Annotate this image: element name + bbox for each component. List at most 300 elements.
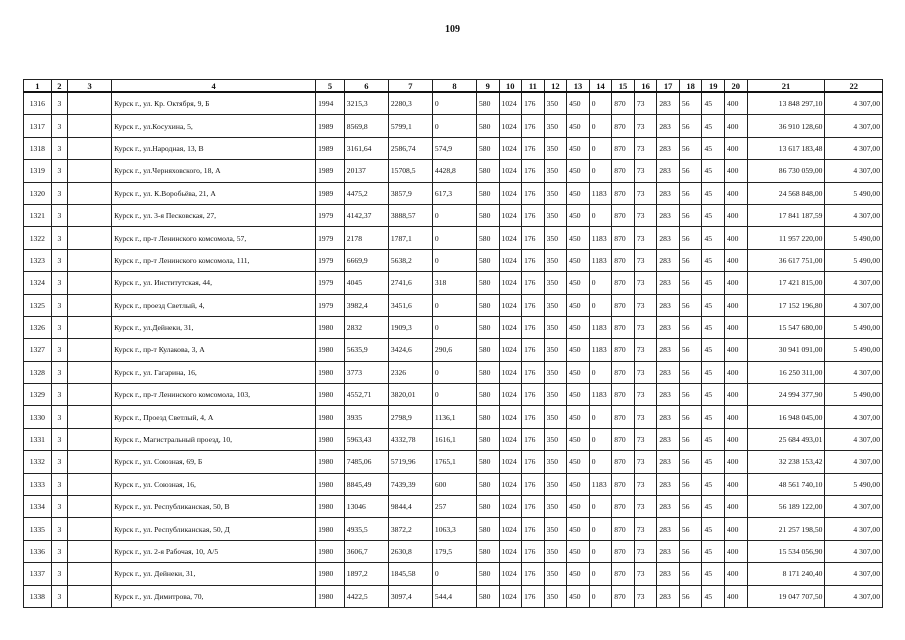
table-cell: 350	[544, 563, 567, 585]
table-cell: 3	[51, 92, 67, 115]
table-cell: 3	[51, 384, 67, 406]
table-cell: 400	[725, 227, 748, 249]
table-cell: 617,3	[432, 182, 476, 204]
table-cell: 45	[702, 406, 725, 428]
table-cell: 0	[589, 137, 612, 159]
table-cell: 450	[567, 451, 590, 473]
table-cell: 56	[679, 518, 702, 540]
header-row	[24, 80, 883, 93]
table-cell: 3982,4	[344, 294, 388, 316]
table-cell: 3	[51, 563, 67, 585]
table-cell: 45	[702, 451, 725, 473]
table-cell: 1024	[499, 451, 522, 473]
table-cell: 4 307,00	[825, 585, 883, 607]
table-cell: 400	[725, 384, 748, 406]
table-cell: Курск г., пр-т Ленинского комсомола, 103,	[112, 384, 316, 406]
table-cell: 5638,2	[388, 249, 432, 271]
table-cell: 45	[702, 339, 725, 361]
table-cell: 400	[725, 406, 748, 428]
table-cell: 3	[51, 339, 67, 361]
table-cell: 4 307,00	[825, 518, 883, 540]
table-cell: 176	[522, 339, 545, 361]
table-cell	[68, 316, 112, 338]
table-cell: 73	[634, 406, 657, 428]
table-cell: 1024	[499, 406, 522, 428]
table-cell: 8 171 240,40	[747, 563, 825, 585]
table-cell: 1024	[499, 518, 522, 540]
table-cell: 73	[634, 182, 657, 204]
table-cell: 176	[522, 563, 545, 585]
table-cell: 450	[567, 496, 590, 518]
table-cell: 73	[634, 384, 657, 406]
table-cell	[68, 540, 112, 562]
table-cell: 45	[702, 137, 725, 159]
table-cell: 176	[522, 428, 545, 450]
table-cell: Курск г., ул. Институтская, 44,	[112, 272, 316, 294]
table-cell: 45	[702, 428, 725, 450]
table-cell: 176	[522, 160, 545, 182]
table-cell: 176	[522, 496, 545, 518]
column-header: 8	[432, 80, 476, 93]
table-cell: 350	[544, 249, 567, 271]
table-cell: 580	[476, 496, 499, 518]
table-cell: 73	[634, 496, 657, 518]
table-cell: 3424,6	[388, 339, 432, 361]
table-cell: 1979	[316, 272, 345, 294]
table-cell: 56	[679, 496, 702, 518]
table-cell: 0	[432, 227, 476, 249]
table-cell: 32 238 153,42	[747, 451, 825, 473]
column-header: 3	[68, 80, 112, 93]
table-row	[24, 160, 883, 182]
table-cell: 450	[567, 361, 590, 383]
table-cell	[68, 384, 112, 406]
table-cell: 450	[567, 563, 590, 585]
table-cell: 1994	[316, 92, 345, 115]
table-row	[24, 115, 883, 137]
table-cell: 56	[679, 406, 702, 428]
table-cell: 73	[634, 92, 657, 115]
table-cell	[68, 227, 112, 249]
table-body	[24, 92, 883, 607]
table-cell: 3161,64	[344, 137, 388, 159]
table-cell: 4 307,00	[825, 361, 883, 383]
table-cell: Курск г., ул. Республиканская, 50, В	[112, 496, 316, 518]
table-cell: 4 307,00	[825, 428, 883, 450]
table-cell: 870	[612, 137, 635, 159]
table-cell: 580	[476, 294, 499, 316]
table-cell: 56	[679, 563, 702, 585]
table-cell: 4 307,00	[825, 115, 883, 137]
table-cell: 1980	[316, 451, 345, 473]
table-cell: 1327	[24, 339, 52, 361]
table-cell: 350	[544, 496, 567, 518]
table-cell: 1980	[316, 428, 345, 450]
table-cell: 283	[657, 160, 680, 182]
table-row	[24, 384, 883, 406]
table-cell: 73	[634, 160, 657, 182]
table-cell: 0	[432, 294, 476, 316]
table-cell: 0	[432, 384, 476, 406]
table-cell: 350	[544, 115, 567, 137]
table-cell: Курск г., ул. Союзная, 16,	[112, 473, 316, 495]
table-cell: 3888,57	[388, 204, 432, 226]
table-cell: 176	[522, 540, 545, 562]
table-cell	[68, 294, 112, 316]
table-cell: 1316	[24, 92, 52, 115]
table-cell: 870	[612, 406, 635, 428]
table-row	[24, 294, 883, 316]
table-cell: 1328	[24, 361, 52, 383]
table-cell: 1980	[316, 563, 345, 585]
table-cell: Курск г., пр-т Кулакова, 3, А	[112, 339, 316, 361]
table-cell: 1136,1	[432, 406, 476, 428]
table-cell: 15708,5	[388, 160, 432, 182]
table-row	[24, 406, 883, 428]
table-cell: 450	[567, 406, 590, 428]
table-cell: 400	[725, 204, 748, 226]
table-cell: 400	[725, 294, 748, 316]
table-cell: 1989	[316, 115, 345, 137]
table-cell: 1024	[499, 585, 522, 607]
table-cell: 870	[612, 316, 635, 338]
table-cell: 283	[657, 249, 680, 271]
table-cell: 283	[657, 473, 680, 495]
table-cell: 4 307,00	[825, 496, 883, 518]
table-cell: 56	[679, 316, 702, 338]
table-cell: 4 307,00	[825, 451, 883, 473]
table-cell: 1897,2	[344, 563, 388, 585]
table-cell: 1318	[24, 137, 52, 159]
table-cell: 1325	[24, 294, 52, 316]
table-cell: 45	[702, 563, 725, 585]
table-cell: 870	[612, 249, 635, 271]
table-row	[24, 585, 883, 607]
table-row	[24, 227, 883, 249]
table-cell: 0	[589, 406, 612, 428]
table-cell: 450	[567, 92, 590, 115]
table-cell: 574,9	[432, 137, 476, 159]
table-cell: 0	[589, 294, 612, 316]
table-cell: 1980	[316, 361, 345, 383]
table-cell: 580	[476, 115, 499, 137]
column-header: 2	[51, 80, 67, 93]
table-cell: 0	[589, 428, 612, 450]
table-cell: 1616,1	[432, 428, 476, 450]
table-cell: 580	[476, 451, 499, 473]
table-cell: 56	[679, 540, 702, 562]
table-cell: 176	[522, 384, 545, 406]
table-cell: 73	[634, 585, 657, 607]
table-cell: Курск г., ул. Димитрова, 70,	[112, 585, 316, 607]
table-cell: 1337	[24, 563, 52, 585]
table-cell: 45	[702, 272, 725, 294]
table-cell: 350	[544, 585, 567, 607]
table-cell: 73	[634, 249, 657, 271]
table-cell: 400	[725, 137, 748, 159]
table-cell: 0	[589, 496, 612, 518]
column-header: 9	[476, 80, 499, 93]
table-cell: 580	[476, 339, 499, 361]
table-cell: 350	[544, 518, 567, 540]
table-cell: 5799,1	[388, 115, 432, 137]
table-cell: 870	[612, 428, 635, 450]
table-cell: 1333	[24, 473, 52, 495]
table-cell: 1980	[316, 339, 345, 361]
table-cell: 870	[612, 585, 635, 607]
table-cell: Курск г., ул.Дейнеки, 31,	[112, 316, 316, 338]
table-cell: 3	[51, 137, 67, 159]
table-cell: 0	[432, 563, 476, 585]
table-row	[24, 563, 883, 585]
table-cell: Курск г., ул. Республиканская, 50, Д	[112, 518, 316, 540]
table-cell: 4552,71	[344, 384, 388, 406]
table-cell: 870	[612, 227, 635, 249]
table-cell: 176	[522, 473, 545, 495]
table-cell: 176	[522, 316, 545, 338]
table-cell: 318	[432, 272, 476, 294]
table-row	[24, 182, 883, 204]
table-cell: 0	[589, 585, 612, 607]
table-cell: 1979	[316, 249, 345, 271]
table-cell: 2741,6	[388, 272, 432, 294]
table-cell: 45	[702, 384, 725, 406]
table-cell: 176	[522, 294, 545, 316]
column-header: 15	[612, 80, 635, 93]
table-cell: 400	[725, 272, 748, 294]
table-cell: 6669,9	[344, 249, 388, 271]
table-cell: 56	[679, 585, 702, 607]
table-cell: 283	[657, 115, 680, 137]
table-cell: 450	[567, 227, 590, 249]
table-cell: 450	[567, 204, 590, 226]
table-cell: 283	[657, 92, 680, 115]
column-header: 11	[522, 80, 545, 93]
table-cell: Курск г., ул.Косухина, 5,	[112, 115, 316, 137]
table-cell: 176	[522, 92, 545, 115]
table-cell: 1329	[24, 384, 52, 406]
table-cell: 450	[567, 473, 590, 495]
table-cell: Курск г., ул.Народная, 13, В	[112, 137, 316, 159]
table-cell: 3	[51, 272, 67, 294]
table-cell: 45	[702, 540, 725, 562]
table-cell: 45	[702, 316, 725, 338]
table-cell: 283	[657, 563, 680, 585]
table-row	[24, 428, 883, 450]
table-cell: 450	[567, 115, 590, 137]
table-cell: 56	[679, 137, 702, 159]
table-cell: 1980	[316, 585, 345, 607]
table-cell: 2326	[388, 361, 432, 383]
table-cell: 56	[679, 227, 702, 249]
table-cell: 1980	[316, 518, 345, 540]
table-cell: 1024	[499, 540, 522, 562]
table-cell: 580	[476, 182, 499, 204]
table-cell: 350	[544, 227, 567, 249]
table-cell: 3	[51, 518, 67, 540]
table-cell: 5635,9	[344, 339, 388, 361]
table-cell	[68, 137, 112, 159]
table-cell: 176	[522, 115, 545, 137]
table-cell: 73	[634, 204, 657, 226]
table-cell: 1980	[316, 540, 345, 562]
table-cell: 350	[544, 451, 567, 473]
table-cell: 16 948 045,00	[747, 406, 825, 428]
table-cell	[68, 563, 112, 585]
table-cell: 56	[679, 339, 702, 361]
table-cell: 1024	[499, 563, 522, 585]
table-cell: 1183	[589, 316, 612, 338]
table-cell: 73	[634, 563, 657, 585]
table-cell: 73	[634, 294, 657, 316]
table-cell: 350	[544, 160, 567, 182]
table-row	[24, 496, 883, 518]
table-cell: 283	[657, 518, 680, 540]
table-cell: 2178	[344, 227, 388, 249]
table-cell: 3	[51, 249, 67, 271]
table-cell: 73	[634, 115, 657, 137]
table-cell: 1787,1	[388, 227, 432, 249]
table-cell	[68, 339, 112, 361]
table-cell: 3	[51, 316, 67, 338]
table-cell: 45	[702, 496, 725, 518]
table-cell: 15 534 056,90	[747, 540, 825, 562]
table-cell	[68, 451, 112, 473]
table-cell: 13 617 183,48	[747, 137, 825, 159]
table-cell: 45	[702, 182, 725, 204]
table-cell: 4 307,00	[825, 204, 883, 226]
column-header: 4	[112, 80, 316, 93]
table-cell: 7485,06	[344, 451, 388, 473]
table-cell: 1183	[589, 473, 612, 495]
column-header: 1	[24, 80, 52, 93]
table-cell: 870	[612, 115, 635, 137]
table-cell: 283	[657, 272, 680, 294]
table-cell: 0	[589, 204, 612, 226]
table-cell: 45	[702, 92, 725, 115]
table-cell: Курск г., ул. К.Воробьёва, 21, А	[112, 182, 316, 204]
table-cell: 1989	[316, 182, 345, 204]
table-cell: 1331	[24, 428, 52, 450]
table-cell: 73	[634, 518, 657, 540]
table-cell: 36 617 751,00	[747, 249, 825, 271]
table-cell: 1324	[24, 272, 52, 294]
table-cell: 580	[476, 518, 499, 540]
table-cell: 1980	[316, 473, 345, 495]
table-cell: 400	[725, 339, 748, 361]
table-cell: 30 941 091,00	[747, 339, 825, 361]
table-cell: 73	[634, 137, 657, 159]
table-cell: 3	[51, 540, 67, 562]
table-cell: 5 490,00	[825, 473, 883, 495]
table-cell: 45	[702, 473, 725, 495]
table-cell: 4332,78	[388, 428, 432, 450]
table-cell: 86 730 059,00	[747, 160, 825, 182]
table-cell: 5 490,00	[825, 249, 883, 271]
table-row	[24, 272, 883, 294]
table-cell	[68, 204, 112, 226]
table-cell: 257	[432, 496, 476, 518]
table-cell: 283	[657, 182, 680, 204]
table-cell: Курск г., ул. Гагарина, 16,	[112, 361, 316, 383]
table-cell: 0	[589, 518, 612, 540]
table-row	[24, 451, 883, 473]
table-cell: 600	[432, 473, 476, 495]
table-cell: 4 307,00	[825, 92, 883, 115]
table-cell: 1320	[24, 182, 52, 204]
table-row	[24, 361, 883, 383]
table-cell: 400	[725, 428, 748, 450]
table-cell: 283	[657, 227, 680, 249]
table-cell: 1319	[24, 160, 52, 182]
table-cell	[68, 518, 112, 540]
table-cell: 350	[544, 182, 567, 204]
table-cell: 283	[657, 384, 680, 406]
table-cell: 450	[567, 585, 590, 607]
table-cell: 870	[612, 204, 635, 226]
table-cell: 1979	[316, 204, 345, 226]
table-cell: 350	[544, 428, 567, 450]
table-cell: 4 307,00	[825, 160, 883, 182]
table-cell: 45	[702, 294, 725, 316]
table-cell: 8845,49	[344, 473, 388, 495]
table-cell: 0	[432, 204, 476, 226]
table-cell: 45	[702, 204, 725, 226]
table-cell: 5 490,00	[825, 339, 883, 361]
table-cell: 1024	[499, 182, 522, 204]
table-cell: 0	[589, 160, 612, 182]
table-cell: 45	[702, 227, 725, 249]
table-row	[24, 249, 883, 271]
table-cell: 350	[544, 272, 567, 294]
table-cell: 5 490,00	[825, 227, 883, 249]
table-cell: 450	[567, 316, 590, 338]
table-cell: 0	[589, 361, 612, 383]
table-cell: 400	[725, 585, 748, 607]
table-cell: 3	[51, 227, 67, 249]
table-cell: 3	[51, 182, 67, 204]
table-cell: 580	[476, 316, 499, 338]
table-cell: Курск г., проезд Светлый, 4,	[112, 294, 316, 316]
table-cell: 870	[612, 339, 635, 361]
table-cell: 350	[544, 204, 567, 226]
table-cell: 580	[476, 585, 499, 607]
table-cell: 1183	[589, 249, 612, 271]
table-cell: 1024	[499, 428, 522, 450]
table-cell: 73	[634, 540, 657, 562]
table-cell: Курск г., ул. Дейнеки, 31,	[112, 563, 316, 585]
table-cell: 1063,3	[432, 518, 476, 540]
table-cell	[68, 160, 112, 182]
table-cell: 350	[544, 137, 567, 159]
table-cell: 17 841 187,59	[747, 204, 825, 226]
table-cell: 45	[702, 160, 725, 182]
table-cell: 2832	[344, 316, 388, 338]
table-cell: 36 910 128,60	[747, 115, 825, 137]
table-cell	[68, 272, 112, 294]
table-cell: 176	[522, 249, 545, 271]
table-cell: 9844,4	[388, 496, 432, 518]
table-cell: 56	[679, 451, 702, 473]
column-header: 16	[634, 80, 657, 93]
table-row	[24, 339, 883, 361]
table-cell: 2280,3	[388, 92, 432, 115]
table-cell: 400	[725, 451, 748, 473]
table-cell: 1980	[316, 384, 345, 406]
table-cell: 1024	[499, 92, 522, 115]
table-cell: 1845,58	[388, 563, 432, 585]
table-cell: 450	[567, 428, 590, 450]
